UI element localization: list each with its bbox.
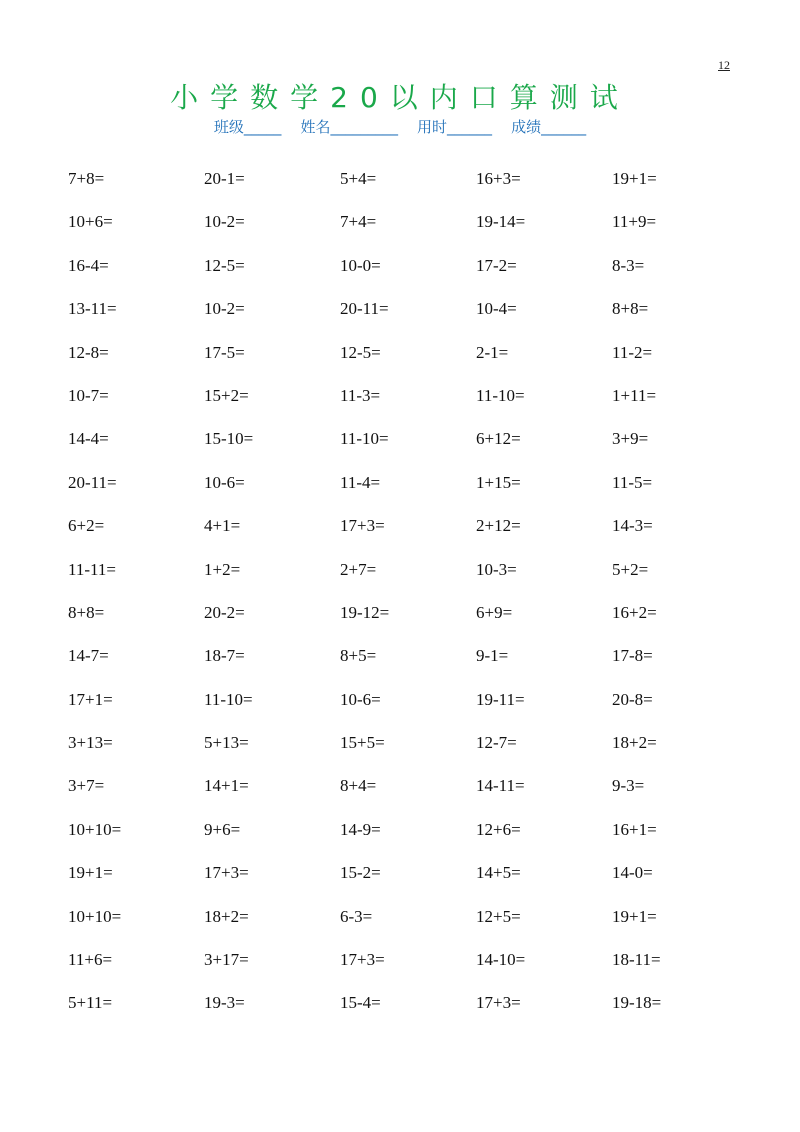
- arithmetic-problem: 10-3=: [476, 559, 517, 579]
- arithmetic-problem: 11+6=: [68, 950, 113, 970]
- arithmetic-problem: 3+13=: [68, 733, 113, 753]
- arithmetic-problem: 1+2=: [204, 559, 241, 579]
- arithmetic-problem: 8+4=: [340, 776, 377, 796]
- arithmetic-problem: 19-3=: [204, 993, 245, 1013]
- arithmetic-problem: 19+1=: [68, 863, 113, 883]
- arithmetic-problem: 14+1=: [204, 776, 249, 796]
- arithmetic-problem: 16+1=: [612, 819, 657, 839]
- arithmetic-problem: 16+3=: [476, 169, 521, 188]
- arithmetic-problem: 12+5=: [476, 906, 521, 926]
- arithmetic-problem: 18+2=: [204, 906, 249, 926]
- arithmetic-problem: 20-11=: [68, 472, 117, 492]
- arithmetic-problem: 11-11=: [68, 559, 116, 579]
- arithmetic-problem: 12-7=: [476, 733, 517, 753]
- arithmetic-problem: 12-5=: [340, 342, 381, 362]
- arithmetic-problem: 15+5=: [340, 733, 385, 753]
- arithmetic-problem: 17-2=: [476, 255, 517, 275]
- arithmetic-problem: 10-6=: [204, 472, 245, 492]
- arithmetic-problem: 8-3=: [612, 255, 645, 275]
- arithmetic-problem: 11-10=: [340, 429, 389, 449]
- arithmetic-problem: 16+2=: [612, 602, 657, 622]
- arithmetic-problem: 19-14=: [476, 212, 526, 232]
- arithmetic-problem: 14-7=: [68, 646, 109, 666]
- arithmetic-problem: 18-11=: [612, 950, 661, 970]
- arithmetic-problem: 18+2=: [612, 733, 657, 753]
- arithmetic-problem: 12-5=: [204, 255, 245, 275]
- arithmetic-problem: 8+8=: [68, 602, 105, 622]
- arithmetic-problem: 12-8=: [68, 342, 109, 362]
- arithmetic-problem: 17+1=: [68, 689, 113, 709]
- arithmetic-problem: 17+3=: [204, 863, 249, 883]
- arithmetic-problem: 11-2=: [612, 342, 653, 362]
- arithmetic-problem: 14-3=: [612, 516, 653, 536]
- arithmetic-problem: 17+3=: [340, 516, 385, 536]
- arithmetic-problem: 8+8=: [612, 299, 649, 319]
- arithmetic-problem: 10-2=: [204, 299, 245, 319]
- arithmetic-problem: 14-10=: [476, 950, 526, 970]
- arithmetic-problem: 15-4=: [340, 993, 381, 1013]
- arithmetic-problem: 20-11=: [340, 299, 389, 319]
- arithmetic-problem: 10-7=: [68, 385, 109, 405]
- arithmetic-problem: 1+11=: [612, 385, 657, 405]
- arithmetic-problem: 20-1=: [204, 169, 245, 188]
- arithmetic-problem: 14-4=: [68, 429, 109, 449]
- arithmetic-problem: 19-11=: [476, 689, 525, 709]
- arithmetic-problem: 8+5=: [340, 646, 377, 666]
- arithmetic-problem: 2+7=: [340, 559, 377, 579]
- arithmetic-problem: 7+4=: [340, 212, 377, 232]
- arithmetic-problem: 11-10=: [204, 689, 253, 709]
- arithmetic-problem: 11-5=: [612, 472, 653, 492]
- arithmetic-problem: 14+5=: [476, 863, 521, 883]
- arithmetic-problem: 12+6=: [476, 819, 521, 839]
- arithmetic-problem: 1+15=: [476, 472, 521, 492]
- arithmetic-problem: 10+10=: [68, 906, 122, 926]
- page-number: 12: [718, 58, 730, 72]
- arithmetic-problem: 10+10=: [68, 819, 122, 839]
- arithmetic-problem: 11-3=: [340, 385, 381, 405]
- arithmetic-problem: 9+6=: [204, 819, 241, 839]
- arithmetic-problem: 2-1=: [476, 342, 509, 362]
- worksheet-title: 小学数学20以内口算测试: [170, 81, 630, 114]
- arithmetic-problem: 3+7=: [68, 776, 105, 796]
- arithmetic-problem: 6+9=: [476, 602, 513, 622]
- arithmetic-problem: 16-4=: [68, 255, 109, 275]
- arithmetic-problem: 13-11=: [68, 299, 117, 319]
- arithmetic-problem: 14-9=: [340, 819, 381, 839]
- arithmetic-problem: 3+17=: [204, 950, 249, 970]
- arithmetic-problem: 17+3=: [340, 950, 385, 970]
- arithmetic-problem: 11-10=: [476, 385, 525, 405]
- arithmetic-problem: 6+12=: [476, 429, 521, 449]
- arithmetic-problem: 10-0=: [340, 255, 381, 275]
- arithmetic-problem: 19+1=: [612, 906, 657, 926]
- arithmetic-problem: 10+6=: [68, 212, 113, 232]
- arithmetic-problem: 19+1=: [612, 169, 657, 188]
- arithmetic-problem: 9-3=: [612, 776, 645, 796]
- arithmetic-problem: 5+4=: [340, 169, 377, 188]
- arithmetic-problem: 20-8=: [612, 689, 653, 709]
- arithmetic-problem: 20-2=: [204, 602, 245, 622]
- arithmetic-problem: 14-11=: [476, 776, 525, 796]
- arithmetic-problem: 7+8=: [68, 169, 105, 188]
- problem-grid: [68, 167, 768, 1035]
- arithmetic-problem: 14-0=: [612, 863, 653, 883]
- arithmetic-problem: 11+9=: [612, 212, 657, 232]
- arithmetic-problem: 6+2=: [68, 516, 105, 536]
- arithmetic-problem: 15-10=: [204, 429, 254, 449]
- arithmetic-problem: 15+2=: [204, 385, 249, 405]
- arithmetic-problem: 5+13=: [204, 733, 249, 753]
- arithmetic-problem: 10-4=: [476, 299, 517, 319]
- arithmetic-problem: 9-1=: [476, 646, 509, 666]
- arithmetic-problem: 17-5=: [204, 342, 245, 362]
- student-info-line: 班级_____ 姓名_________ 用时______ 成绩______: [213, 118, 587, 136]
- arithmetic-problem: 3+9=: [612, 429, 649, 449]
- arithmetic-problem: 5+2=: [612, 559, 649, 579]
- arithmetic-problem: 17+3=: [476, 993, 521, 1013]
- arithmetic-problem: 10-2=: [204, 212, 245, 232]
- arithmetic-problem: 15-2=: [340, 863, 381, 883]
- arithmetic-problem: 5+11=: [68, 993, 113, 1013]
- arithmetic-problem: 11-4=: [340, 472, 381, 492]
- arithmetic-problem: 17-8=: [612, 646, 653, 666]
- arithmetic-problem: 18-7=: [204, 646, 245, 666]
- arithmetic-problem: 19-18=: [612, 993, 662, 1013]
- arithmetic-problem: 4+1=: [204, 516, 241, 536]
- arithmetic-problem: 10-6=: [340, 689, 381, 709]
- arithmetic-problem: 2+12=: [476, 516, 521, 536]
- arithmetic-problem: 6-3=: [340, 906, 373, 926]
- arithmetic-problem: 19-12=: [340, 602, 390, 622]
